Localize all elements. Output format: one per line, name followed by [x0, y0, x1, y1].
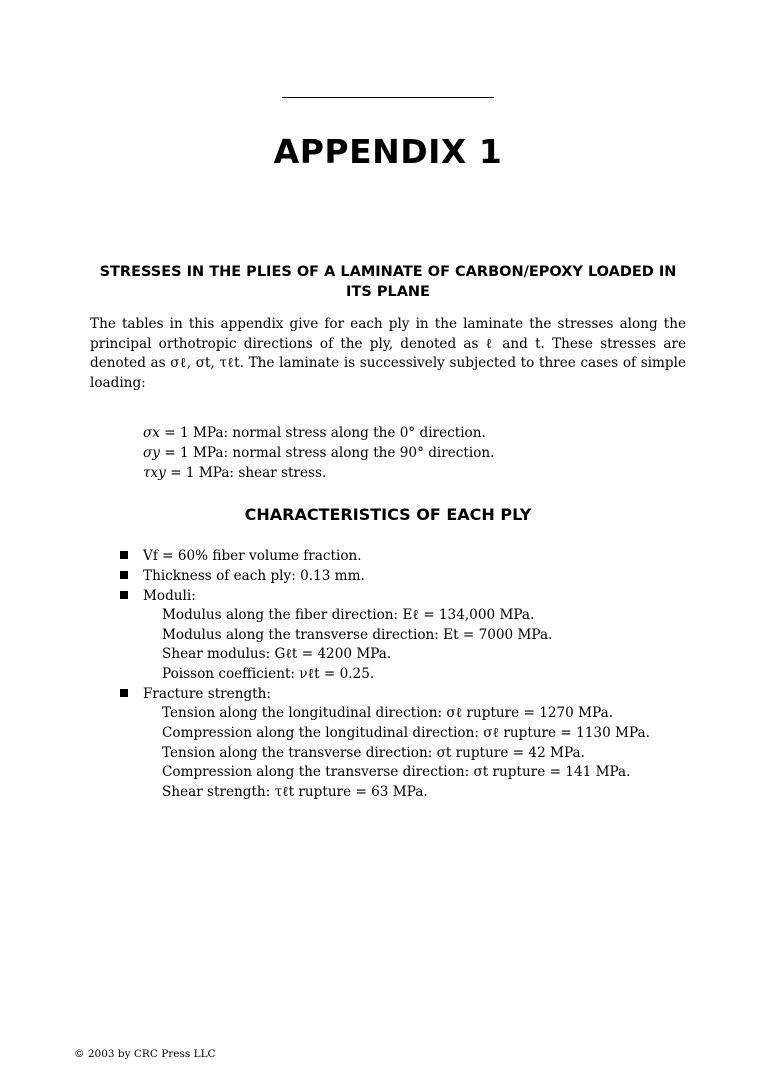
square-bullet-icon — [120, 689, 128, 697]
square-bullet-icon — [120, 551, 128, 559]
list-item — [120, 586, 650, 684]
sub-item: Shear modulus: Gℓt = 4200 MPa. — [162, 646, 392, 663]
sub-item: Modulus along the transverse direction: Et = 7000 MPa. — [162, 626, 553, 643]
intro-paragraph: The tables in this appendix give for each ply in the laminate the stresses along the principal orthotropic directions of the ply, denoted as ℓ and t. These stresses are denoted as σℓ, σt, τℓt. The laminate is successively subjected to three cases of simple loading: — [90, 316, 686, 391]
loading-text: = 1 MPa: normal stress along the 90° direction. — [159, 445, 495, 461]
sub-item: Compression along the longitudinal direction: σℓ rupture = 1130 MPa. — [162, 724, 650, 741]
list-item — [120, 546, 650, 566]
item-text: Vf = 60% fiber volume fraction. — [143, 548, 362, 564]
item-text: Moduli: — [143, 588, 196, 604]
item-text: Fracture strength: — [143, 686, 271, 703]
square-bullet-icon — [120, 591, 128, 599]
sub-item: Modulus along the fiber direction: Eℓ = 134,000 MPa. — [162, 607, 535, 623]
loading-symbol: τxy — [143, 465, 166, 481]
loading-case — [143, 443, 494, 463]
section-heading-characteristics: CHARACTERISTICS OF EACH PLY — [244, 505, 532, 524]
page-title: APPENDIX 1 — [273, 132, 503, 171]
list-item — [120, 684, 650, 802]
list-item — [120, 566, 650, 586]
loading-text: = 1 MPa: normal stress along the 0° direction. — [159, 425, 486, 441]
loading-case — [143, 423, 494, 443]
sub-item: Tension along the transverse direction: σt rupture = 42 MPa. — [162, 744, 585, 761]
item-text: Thickness of each ply: 0.13 mm. — [143, 568, 365, 584]
title-rule — [282, 97, 494, 98]
loading-text: = 1 MPa: shear stress. — [165, 465, 327, 481]
sub-item: Compression along the transverse direction: σt rupture = 141 MPa. — [162, 764, 631, 781]
sub-item: Shear strength: τℓt rupture = 63 MPa. — [162, 783, 428, 800]
loading-symbol: σy — [143, 445, 160, 461]
characteristics-list — [120, 546, 650, 802]
loading-symbol: σx — [143, 425, 160, 441]
sub-item: Poisson coefficient: νℓt = 0.25. — [162, 665, 375, 682]
section-heading-stresses: STRESSES IN THE PLIES OF A LAMINATE OF CARBON/EPOXY LOADED IN ITS PLANE — [99, 264, 677, 300]
square-bullet-icon — [120, 571, 128, 579]
copyright-footer: © 2003 by CRC Press LLC — [74, 1048, 216, 1060]
sub-item: Tension along the longitudinal direction: σℓ rupture = 1270 MPa. — [162, 705, 614, 722]
moduli-sublist — [120, 606, 650, 684]
loading-cases-list — [143, 423, 494, 483]
strength-sublist — [120, 704, 650, 802]
loading-case — [143, 463, 494, 483]
